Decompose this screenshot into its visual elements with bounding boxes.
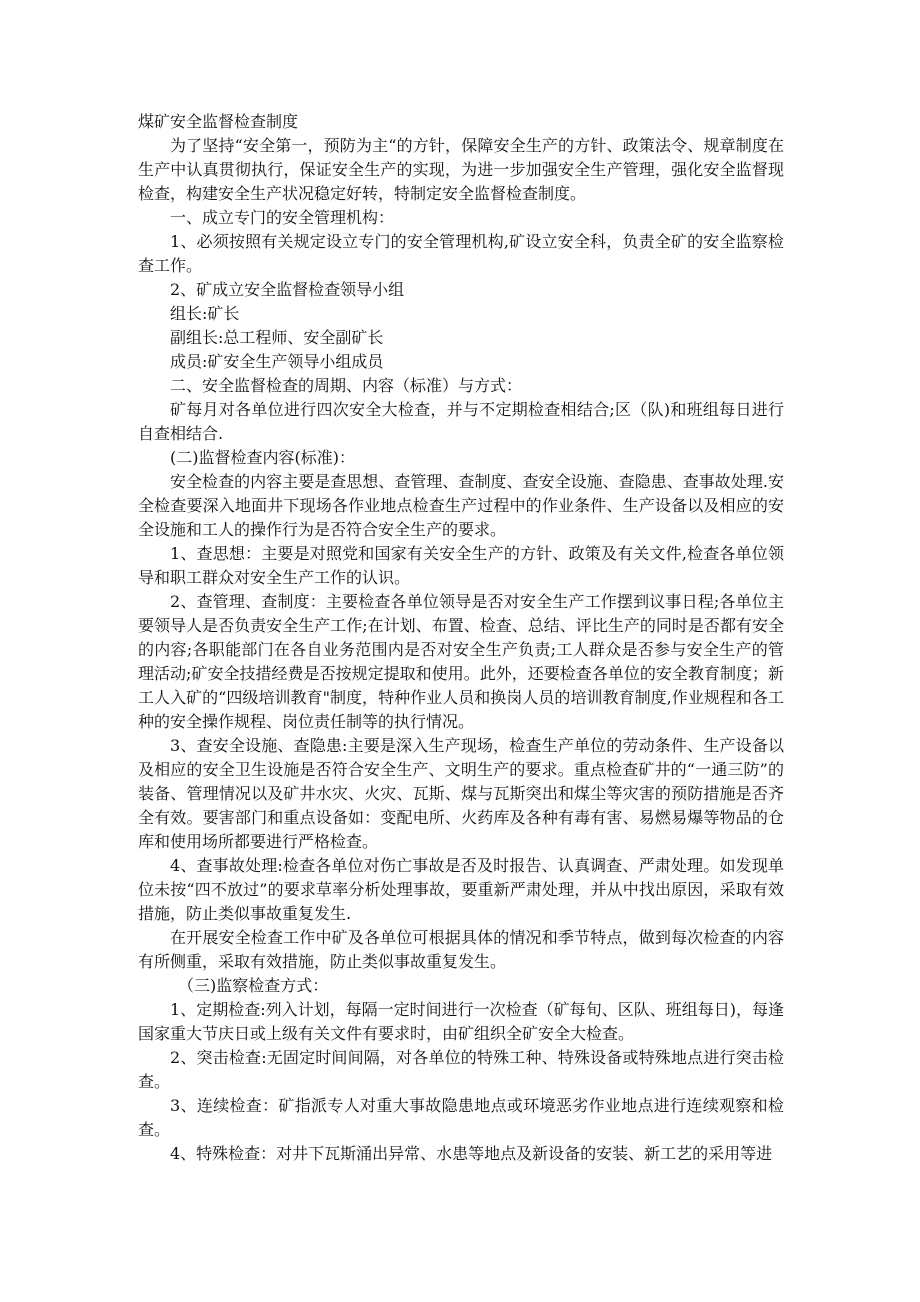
- paragraph-special-check: 4、特殊检查：对井下瓦斯涌出异常、水患等地点及新设备的安装、新工艺的采用等进: [170, 1144, 773, 1163]
- paragraph-members: 成员:矿安全生产领导小组成员: [170, 352, 384, 371]
- document-page: [138, 110, 784, 1166]
- paragraph-section-2-heading: 二、安全监督检查的周期、内容（标准）与方式：: [170, 376, 523, 395]
- document-title: 煤矿安全监督检查制度: [138, 112, 299, 131]
- paragraph-group-leader: 组长:矿长: [170, 304, 240, 323]
- paragraph-deputy-leader: 副组长:总工程师、安全副矿长: [170, 328, 384, 347]
- paragraph-1-2: 2、矿成立安全监督检查领导小组: [170, 280, 405, 299]
- paragraph-subsection-3-heading: （三)监察检查方式：: [178, 976, 329, 995]
- paragraph-seasonal-focus: 在开展安全检查工作中矿及各单位可根据具体的情况和季节特点，做到每次检查的内容有所侧重，采取有效措施，防止类似事故重复发生。: [138, 928, 784, 971]
- paragraph-continuous-check: 3、连续检查：矿指派专人对重大事故隐患地点或环境恶劣作业地点进行连续观察和检查。: [138, 1096, 784, 1139]
- paragraph-1-1: 1、必须按照有关规定设立专门的安全管理机构,矿设立安全科，负责全矿的安全监察检查工作。: [138, 232, 784, 275]
- paragraph-check-facilities: 3、查安全设施、查隐患:主要是深入生产现场，检查生产单位的劳动条件、生产设备以及相应的安全卫生设施是否符合安全生产、文明生产的要求。重点检查矿井的“一通三防”的装备、管理情况以及矿井水灾、火灾、瓦斯、煤与瓦斯突出和煤尘等灾害的预防措施是否齐全有效。要害部门和重点设备如：变配电所、火药库及各种有毒有害、易燃易爆等物品的仓库和使用场所都要进行严格检查。: [138, 736, 784, 851]
- paragraph-check-thinking: 1、查思想：主要是对照党和国家有关安全生产的方针、政策及有关文件,检查各单位领导和职工群众对安全生产工作的认识。: [138, 544, 784, 587]
- paragraph-section-1-heading: 一、成立专门的安全管理机构：: [170, 208, 395, 227]
- paragraph-inspection-content: 安全检查的内容主要是查思想、查管理、查制度、查安全设施、查隐患、查事故处理.安全检查要深入地面井下现场各作业地点检查生产过程中的作业条件、生产设备以及相应的安全设施和工人的操作行为是否符合安全生产的要求。: [138, 472, 784, 539]
- paragraph-regular-check: 1、定期检查:列入计划，每隔一定时间进行一次检查（矿每旬、区队、班组每日)，每逢国家重大节庆日或上级有关文件有要求时，由矿组织全矿安全大检查。: [138, 1000, 784, 1043]
- paragraph-inspection-period: 矿每月对各单位进行四次安全大检查，并与不定期检查相结合;区（队)和班组每日进行自查相结合.: [138, 400, 784, 443]
- paragraph-subsection-2-heading: (二)监督检查内容(标准)：: [170, 448, 355, 467]
- paragraph-intro: 为了坚持“安全第一，预防为主“的方针，保障安全生产的方针、政策法令、规章制度在生产中认真贯彻执行，保证安全生产的实现，为进一步加强安全生产管理，强化安全监督现检查，构建安全生产状况稳定好转，特制定安全监督检查制度。: [138, 136, 784, 203]
- paragraph-surprise-check: 2、突击检查:无固定时间间隔，对各单位的特殊工种、特殊设备或特殊地点进行突击检查。: [138, 1048, 784, 1091]
- paragraph-check-management: 2、查管理、查制度：主要检查各单位领导是否对安全生产工作摆到议事日程;各单位主要领导人是否负责安全生产工作;在计划、布置、检查、总结、评比生产的同时是否都有安全的内容;各职能部门在各自业务范围内是否对安全生产负责;工人群众是否参与安全生产的管理活动;矿安全技措经费是否按规定提取和使用。此外，还要检查各单位的安全教育制度；新工人入矿的“四级培训教育"制度，特种作业人员和换岗人员的培训教育制度,作业规程和各工种的安全操作规程、岗位责任制等的执行情况。: [138, 592, 784, 731]
- paragraph-check-accidents: 4、查事故处理:检查各单位对伤亡事故是否及时报告、认真调查、严肃处理。如发现单位未按“四不放过”的要求草率分析处理事故，要重新严肃处理，并从中找出原因，采取有效措施，防止类似事故重复发生.: [138, 856, 784, 923]
